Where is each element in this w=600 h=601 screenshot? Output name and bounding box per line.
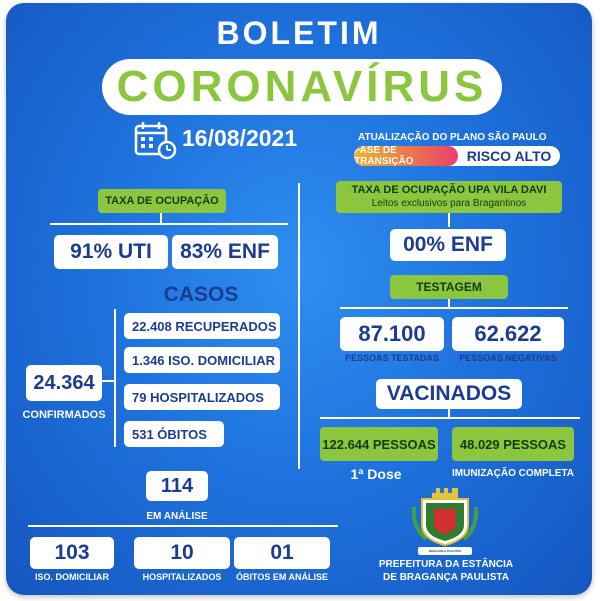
footer-line2: DE BRAGANÇA PAULISTA xyxy=(383,572,509,583)
cases-hline xyxy=(102,380,114,382)
vaccinated-connector xyxy=(448,409,450,417)
deaths-item: 531 ÓBITOS xyxy=(124,421,224,447)
analysis-hline xyxy=(28,525,338,527)
bulletin-title: BOLETIM xyxy=(216,15,382,51)
calendar-icon xyxy=(134,121,178,161)
upa-enf-rate: 00% ENF xyxy=(390,229,506,261)
tested-label: PESSOAS TESTADAS xyxy=(345,353,439,363)
coronavirus-title xyxy=(102,59,502,115)
crest-ribbon xyxy=(418,547,472,555)
coronavirus-title-text: CORONAVÍRUS xyxy=(116,62,488,111)
analysis-hospital-value: 10 xyxy=(134,537,230,569)
recovered-item: 22.408 RECUPERADOS xyxy=(124,313,280,339)
enf-rate: 83% ENF xyxy=(172,235,278,269)
upa-connector xyxy=(448,213,450,227)
upa-subtitle: Leitos exclusivos para Bragantinos xyxy=(371,198,527,209)
occupancy-connector xyxy=(160,213,162,223)
testing-title: TESTAGEM xyxy=(390,275,508,299)
confirmed-label: CONFIRMADOS xyxy=(22,409,106,421)
hospitalized-item: 79 HOSPITALIZADOS xyxy=(124,384,280,410)
risk-text: RISCO ALTO xyxy=(466,148,552,164)
plan-update-label: ATUALIZAÇÃO DO PLANO SÃO PAULO xyxy=(358,132,547,143)
analysis-deaths-value: 01 xyxy=(234,537,330,569)
analysis-home-label: ISO. DOMICILIAR xyxy=(35,572,109,582)
home-isolation-item: 1.346 ISO. DOMICILIAR xyxy=(124,347,280,373)
analysis-label: EM ANÁLISE xyxy=(146,511,208,522)
cases-vline xyxy=(114,309,116,447)
upa-title-box xyxy=(336,181,562,213)
negative-value: 62.622 xyxy=(452,317,564,351)
upa-title: TAXA DE OCUPAÇÃO UPA VILA DAVI xyxy=(351,184,547,196)
confirmed-value: 24.364 xyxy=(26,365,102,401)
analysis-home-value: 103 xyxy=(30,537,114,569)
phase-badge xyxy=(354,146,458,166)
occupancy-title: TAXA DE OCUPAÇÃO xyxy=(98,189,226,213)
tested-value: 87.100 xyxy=(340,317,444,351)
risk-badge xyxy=(458,146,560,166)
crest-ribbon-text: BRAGANÇA PAULISTA xyxy=(428,549,462,553)
testing-hline xyxy=(340,307,568,309)
vaccinated-hline xyxy=(320,417,580,419)
phase-text: FASE DE TRANSIÇÃO xyxy=(354,146,414,166)
vaccinated-title: VACINADOS xyxy=(376,379,522,409)
city-crest-icon xyxy=(412,487,478,555)
cases-title: CASOS xyxy=(163,283,239,306)
analysis-deaths-label: ÓBITOS EM ANÁLISE xyxy=(235,572,328,582)
analysis-hospital-label: HOSPITALIZADOS xyxy=(142,572,222,582)
uti-rate: 91% UTI xyxy=(54,235,168,269)
occupancy-hline xyxy=(50,223,288,225)
testing-connector xyxy=(448,299,450,307)
analysis-value: 114 xyxy=(146,471,208,501)
bulletin-card xyxy=(6,3,592,595)
first-dose-label: 1ª Dose xyxy=(350,466,402,482)
bulletin-date: 16/08/2021 xyxy=(182,125,298,151)
first-dose-value: 122.644 PESSOAS xyxy=(320,427,438,461)
complete-label: IMUNIZAÇÃO COMPLETA xyxy=(451,468,575,479)
complete-value: 48.029 PESSOAS xyxy=(452,427,574,461)
negative-label: PESSOAS NEGATIVAS xyxy=(459,353,557,363)
center-divider xyxy=(298,183,300,469)
footer-line1: PREFEITURA DA ESTÂNCIA xyxy=(378,559,514,570)
plan-status-pill xyxy=(354,146,560,166)
